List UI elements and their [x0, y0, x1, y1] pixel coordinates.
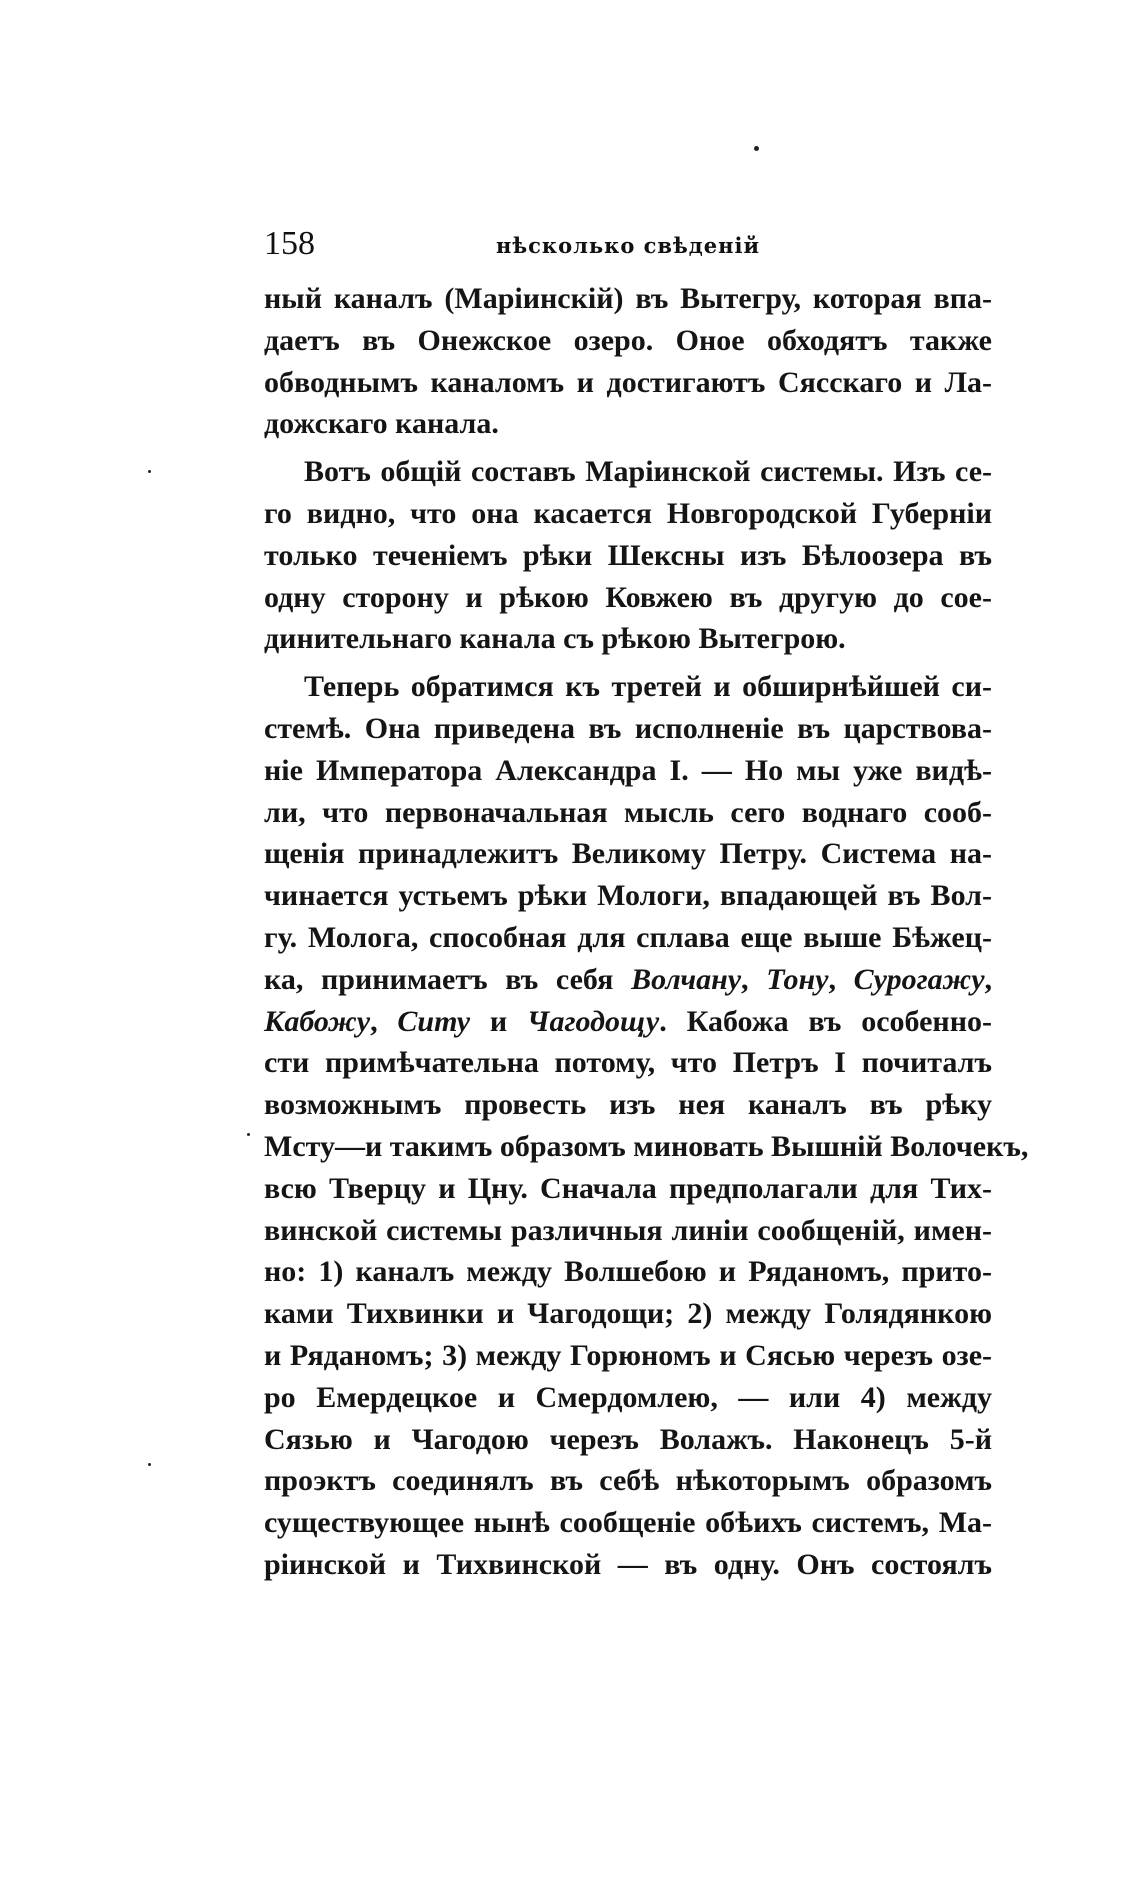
print-speck — [247, 1133, 250, 1136]
river-name: Ситу — [397, 1004, 471, 1038]
text-line: стемѣ. Она приведена въ исполненіе въ царствова- — [264, 711, 992, 745]
text-run: . Кабожа въ особенно- — [659, 1004, 992, 1038]
text-run: ка, принимаетъ въ себя — [264, 962, 632, 996]
river-name: Сурогажу — [853, 962, 985, 996]
text-run: , — [984, 962, 993, 996]
river-name: Кабожу — [264, 1004, 371, 1038]
text-line: даетъ въ Онежское озеро. Оное обходятъ также — [264, 323, 992, 357]
text-line: дожскаго канала. — [264, 407, 499, 441]
text-line: одну сторону и рѣкою Ковжею въ другую до сое- — [264, 580, 992, 614]
text-run: , — [370, 1004, 398, 1038]
text-line: существующее нынѣ сообщеніе обѣихъ системъ, Ма- — [264, 1506, 992, 1540]
text-line: Мсту—и такимъ образомъ миновать Вышній Волочекъ, — [264, 1129, 1029, 1163]
print-speck — [148, 470, 151, 473]
text-line: ніе Императора Александра I. — Но мы уже видѣ- — [264, 753, 992, 787]
text-line: ро Емердецкое и Смердомлею, — или 4) между — [264, 1380, 992, 1414]
text-run: и — [470, 1004, 528, 1038]
text-run: , — [741, 962, 767, 996]
text-line: и Ряданомъ; 3) между Горюномъ и Сясью черезъ озе- — [264, 1338, 992, 1372]
river-name: Волчану — [631, 962, 742, 996]
text-line: сти примѣчательна потому, что Петръ I почиталъ — [264, 1046, 992, 1080]
text-line: чинается устьемъ рѣки Мологи, впадающей въ Вол- — [264, 879, 992, 913]
print-speck — [148, 1463, 151, 1466]
text-line: всю Тверцу и Цну. Сначала предполагали для Тих- — [264, 1171, 992, 1205]
text-line: ли, что первоначальная мысль сего воднаго сооб- — [264, 795, 992, 829]
text-run: , — [828, 962, 854, 996]
text-line-with-italics — [264, 1001, 992, 1043]
page-number: 158 — [264, 225, 315, 262]
print-speck — [754, 146, 759, 151]
page-header — [264, 224, 992, 264]
text-line: гу. Молога, способная для сплава еще выше Бѣжец- — [264, 920, 992, 954]
text-line-with-italics — [264, 959, 992, 1001]
text-line: но: 1) каналъ между Волшебою и Ряданомъ, прито- — [264, 1255, 992, 1289]
text-line: обводнымъ каналомъ и достигаютъ Сясскаго и Ла- — [264, 365, 992, 399]
text-line: динительнаго канала съ рѣкою Вытегрою. — [264, 622, 846, 656]
text-line: Сязью и Чагодою черезъ Волажъ. Наконецъ 5-й — [264, 1422, 992, 1456]
river-name: Чагодощу — [527, 1004, 660, 1038]
body-text — [264, 278, 1029, 1586]
text-line: ный каналъ (Маріинскій) въ Вытегру, которая впа- — [264, 282, 992, 315]
text-line: Вотъ общій составъ Маріинской системы. Изъ се- — [304, 455, 992, 489]
text-line: проэктъ соединялъ въ себѣ нѣкоторымъ образомъ — [264, 1464, 992, 1498]
running-head: нѣсколько свѣденій — [496, 233, 761, 258]
river-name: Тону — [766, 962, 829, 996]
text-line: возможнымъ провесть изъ нея каналъ въ рѣку — [264, 1088, 992, 1122]
text-line: ріинской и Тихвинской — въ одну. Онъ состоялъ — [264, 1547, 992, 1581]
text-line: винской системы различныя линіи сообщеній, имен- — [264, 1213, 992, 1247]
text-line: го видно, что она касается Новгородской Губерніи — [264, 496, 992, 530]
text-line: только теченіемъ рѣки Шексны изъ Бѣлоозера въ — [264, 538, 992, 572]
text-line: Теперь обратимся къ третей и обширнѣйшей си- — [304, 670, 992, 704]
text-line: ками Тихвинки и Чагодощи; 2) между Голядянкою — [264, 1297, 992, 1331]
text-line: щенія принадлежитъ Великому Петру. Система на- — [264, 837, 992, 871]
